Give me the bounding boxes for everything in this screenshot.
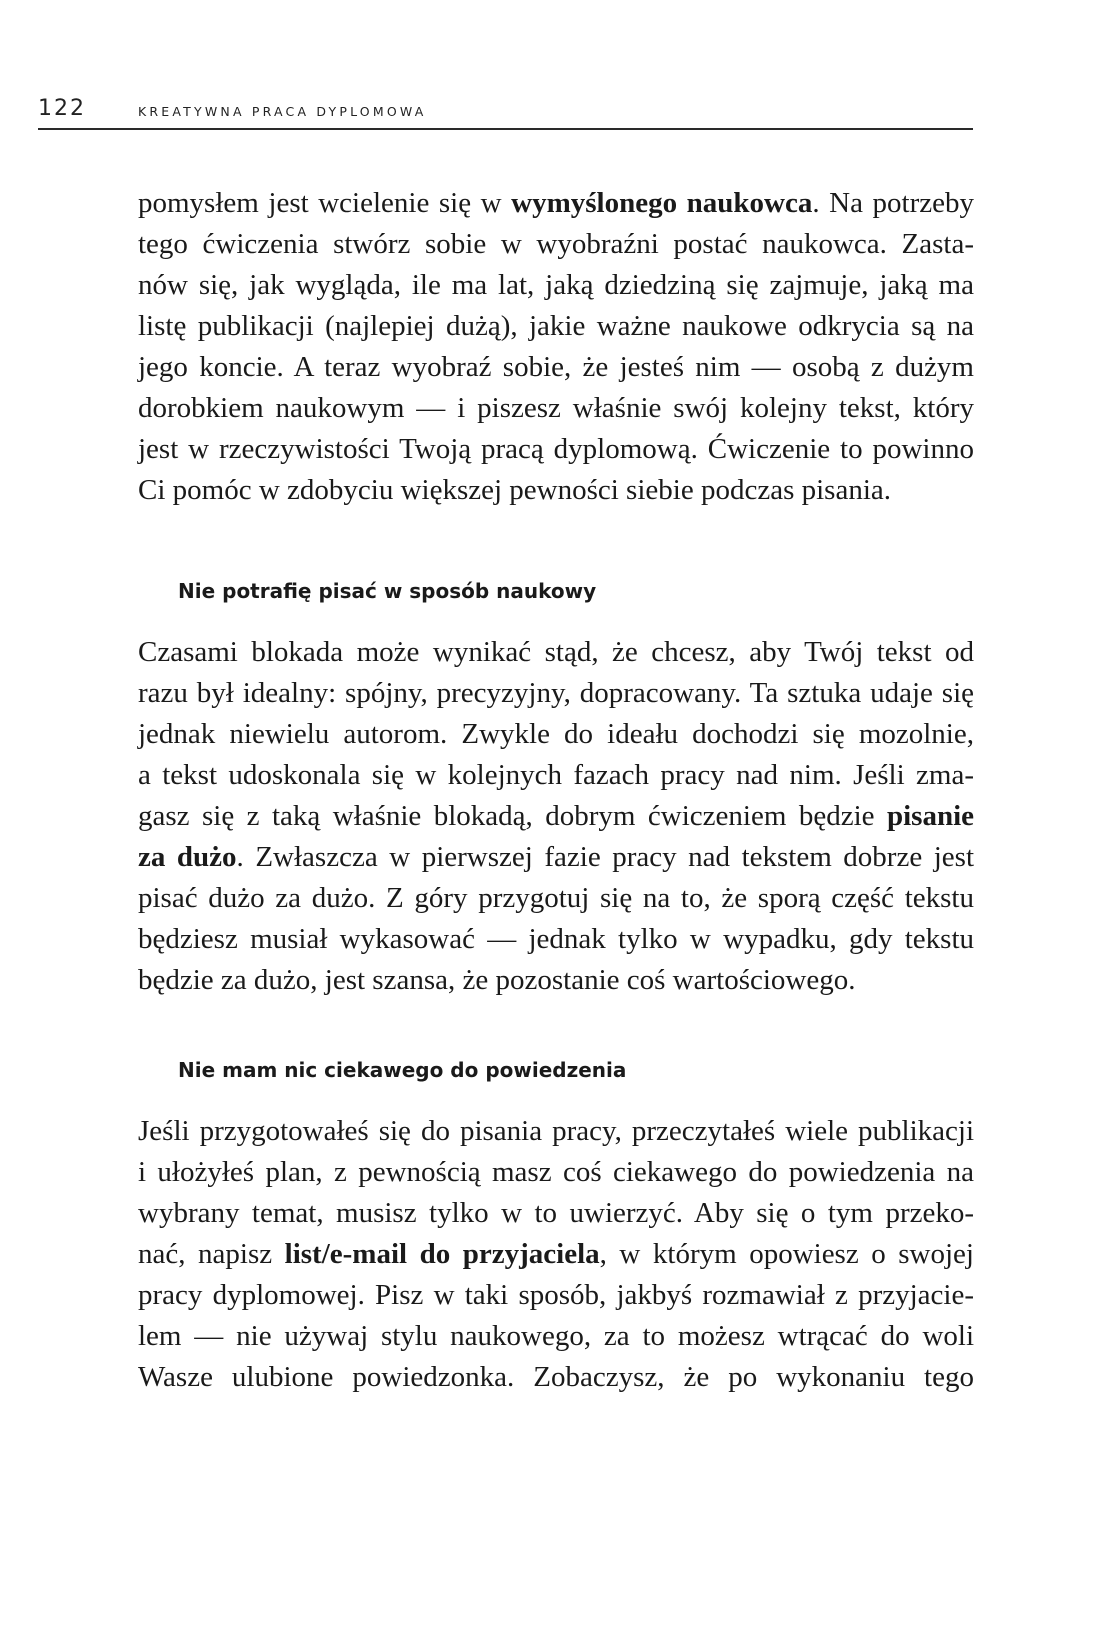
text-line: tego ćwiczenia stwórz sobie w wyobraźni postać naukowca. Zasta-	[138, 228, 974, 260]
text-line: jednak niewielu autorom. Zwykle do ideału dochodzi się mozolnie,	[138, 718, 974, 750]
emphasis-text: list/e-mail do przyjaciela	[284, 1238, 600, 1270]
text-line: Czasami blokada może wynikać stąd, że chcesz, aby Twój tekst od	[138, 636, 974, 668]
text-line: będzie za dużo, jest szansa, że pozostanie coś wartościowego.	[138, 964, 856, 996]
emphasis-text: wymyślonego naukowca	[511, 187, 813, 219]
text-line: i ułożyłeś plan, z pewnością masz coś ciekawego do powiedzenia na	[138, 1156, 974, 1188]
section-heading: Nie potrafię pisać w sposób naukowy	[178, 579, 597, 603]
running-head: KREATYWNA PRACA DYPLOMOWA	[138, 104, 427, 119]
text-line: razu był idealny: spójny, precyzyjny, dopracowany. Ta sztuka udaje się	[138, 677, 974, 709]
page-number: 122	[38, 96, 86, 121]
text-line: dorobkiem naukowym — i piszesz właśnie swój kolejny tekst, który	[138, 392, 974, 424]
text-line: pomysłem jest wcielenie się w wymyślonego naukowca. Na potrzeby	[138, 187, 974, 219]
text-line: jego koncie. A teraz wyobraź sobie, że jesteś nim — osobą z dużym	[138, 351, 974, 383]
text-line: gasz się z taką właśnie blokadą, dobrym ćwiczeniem będzie pisanie	[138, 800, 974, 832]
text-line: pracy dyplomowej. Pisz w taki sposób, jakbyś rozmawiał z przyjacie-	[138, 1279, 974, 1311]
text-line: nać, napisz list/e-mail do przyjaciela, w którym opowiesz o swojej	[138, 1238, 974, 1270]
text-line: a tekst udoskonala się w kolejnych fazach pracy nad nim. Jeśli zma-	[138, 759, 974, 791]
text-line: lem — nie używaj stylu naukowego, za to możesz wtrącać do woli	[138, 1320, 974, 1352]
text-line: będziesz musiał wykasować — jednak tylko w wypadku, gdy tekstu	[138, 923, 974, 955]
text-line: wybrany temat, musisz tylko w to uwierzyć. Aby się o tym przeko-	[138, 1197, 974, 1229]
emphasis-text: za dużo	[138, 841, 237, 873]
text-line: za dużo. Zwłaszcza w pierwszej fazie pracy nad tekstem dobrze jest	[138, 841, 975, 873]
section-heading: Nie mam nic ciekawego do powiedzenia	[178, 1058, 627, 1082]
page-header	[38, 92, 973, 130]
text-line: Wasze ulubione powiedzonka. Zobaczysz, że po wykonaniu tego	[138, 1361, 974, 1393]
text-line: listę publikacji (najlepiej dużą), jakie ważne naukowe odkrycia są na	[138, 310, 974, 342]
text-line: pisać dużo za dużo. Z góry przygotuj się na to, że sporą część tekstu	[138, 882, 974, 914]
text-line: Ci pomóc w zdobyciu większej pewności siebie podczas pisania.	[138, 474, 891, 506]
text-line: jest w rzeczywistości Twoją pracą dyplomową. Ćwiczenie to powinno	[138, 433, 974, 465]
paragraph-section1	[138, 183, 974, 511]
paragraph-section2	[138, 632, 974, 1001]
text-line: Jeśli przygotowałeś się do pisania pracy, przeczytałeś wiele publikacji	[138, 1115, 974, 1147]
paragraph-section3	[138, 1111, 974, 1398]
emphasis-text: pisanie	[886, 800, 974, 832]
text-line: nów się, jak wygląda, ile ma lat, jaką dziedziną się zajmuje, jaką ma	[138, 269, 974, 301]
